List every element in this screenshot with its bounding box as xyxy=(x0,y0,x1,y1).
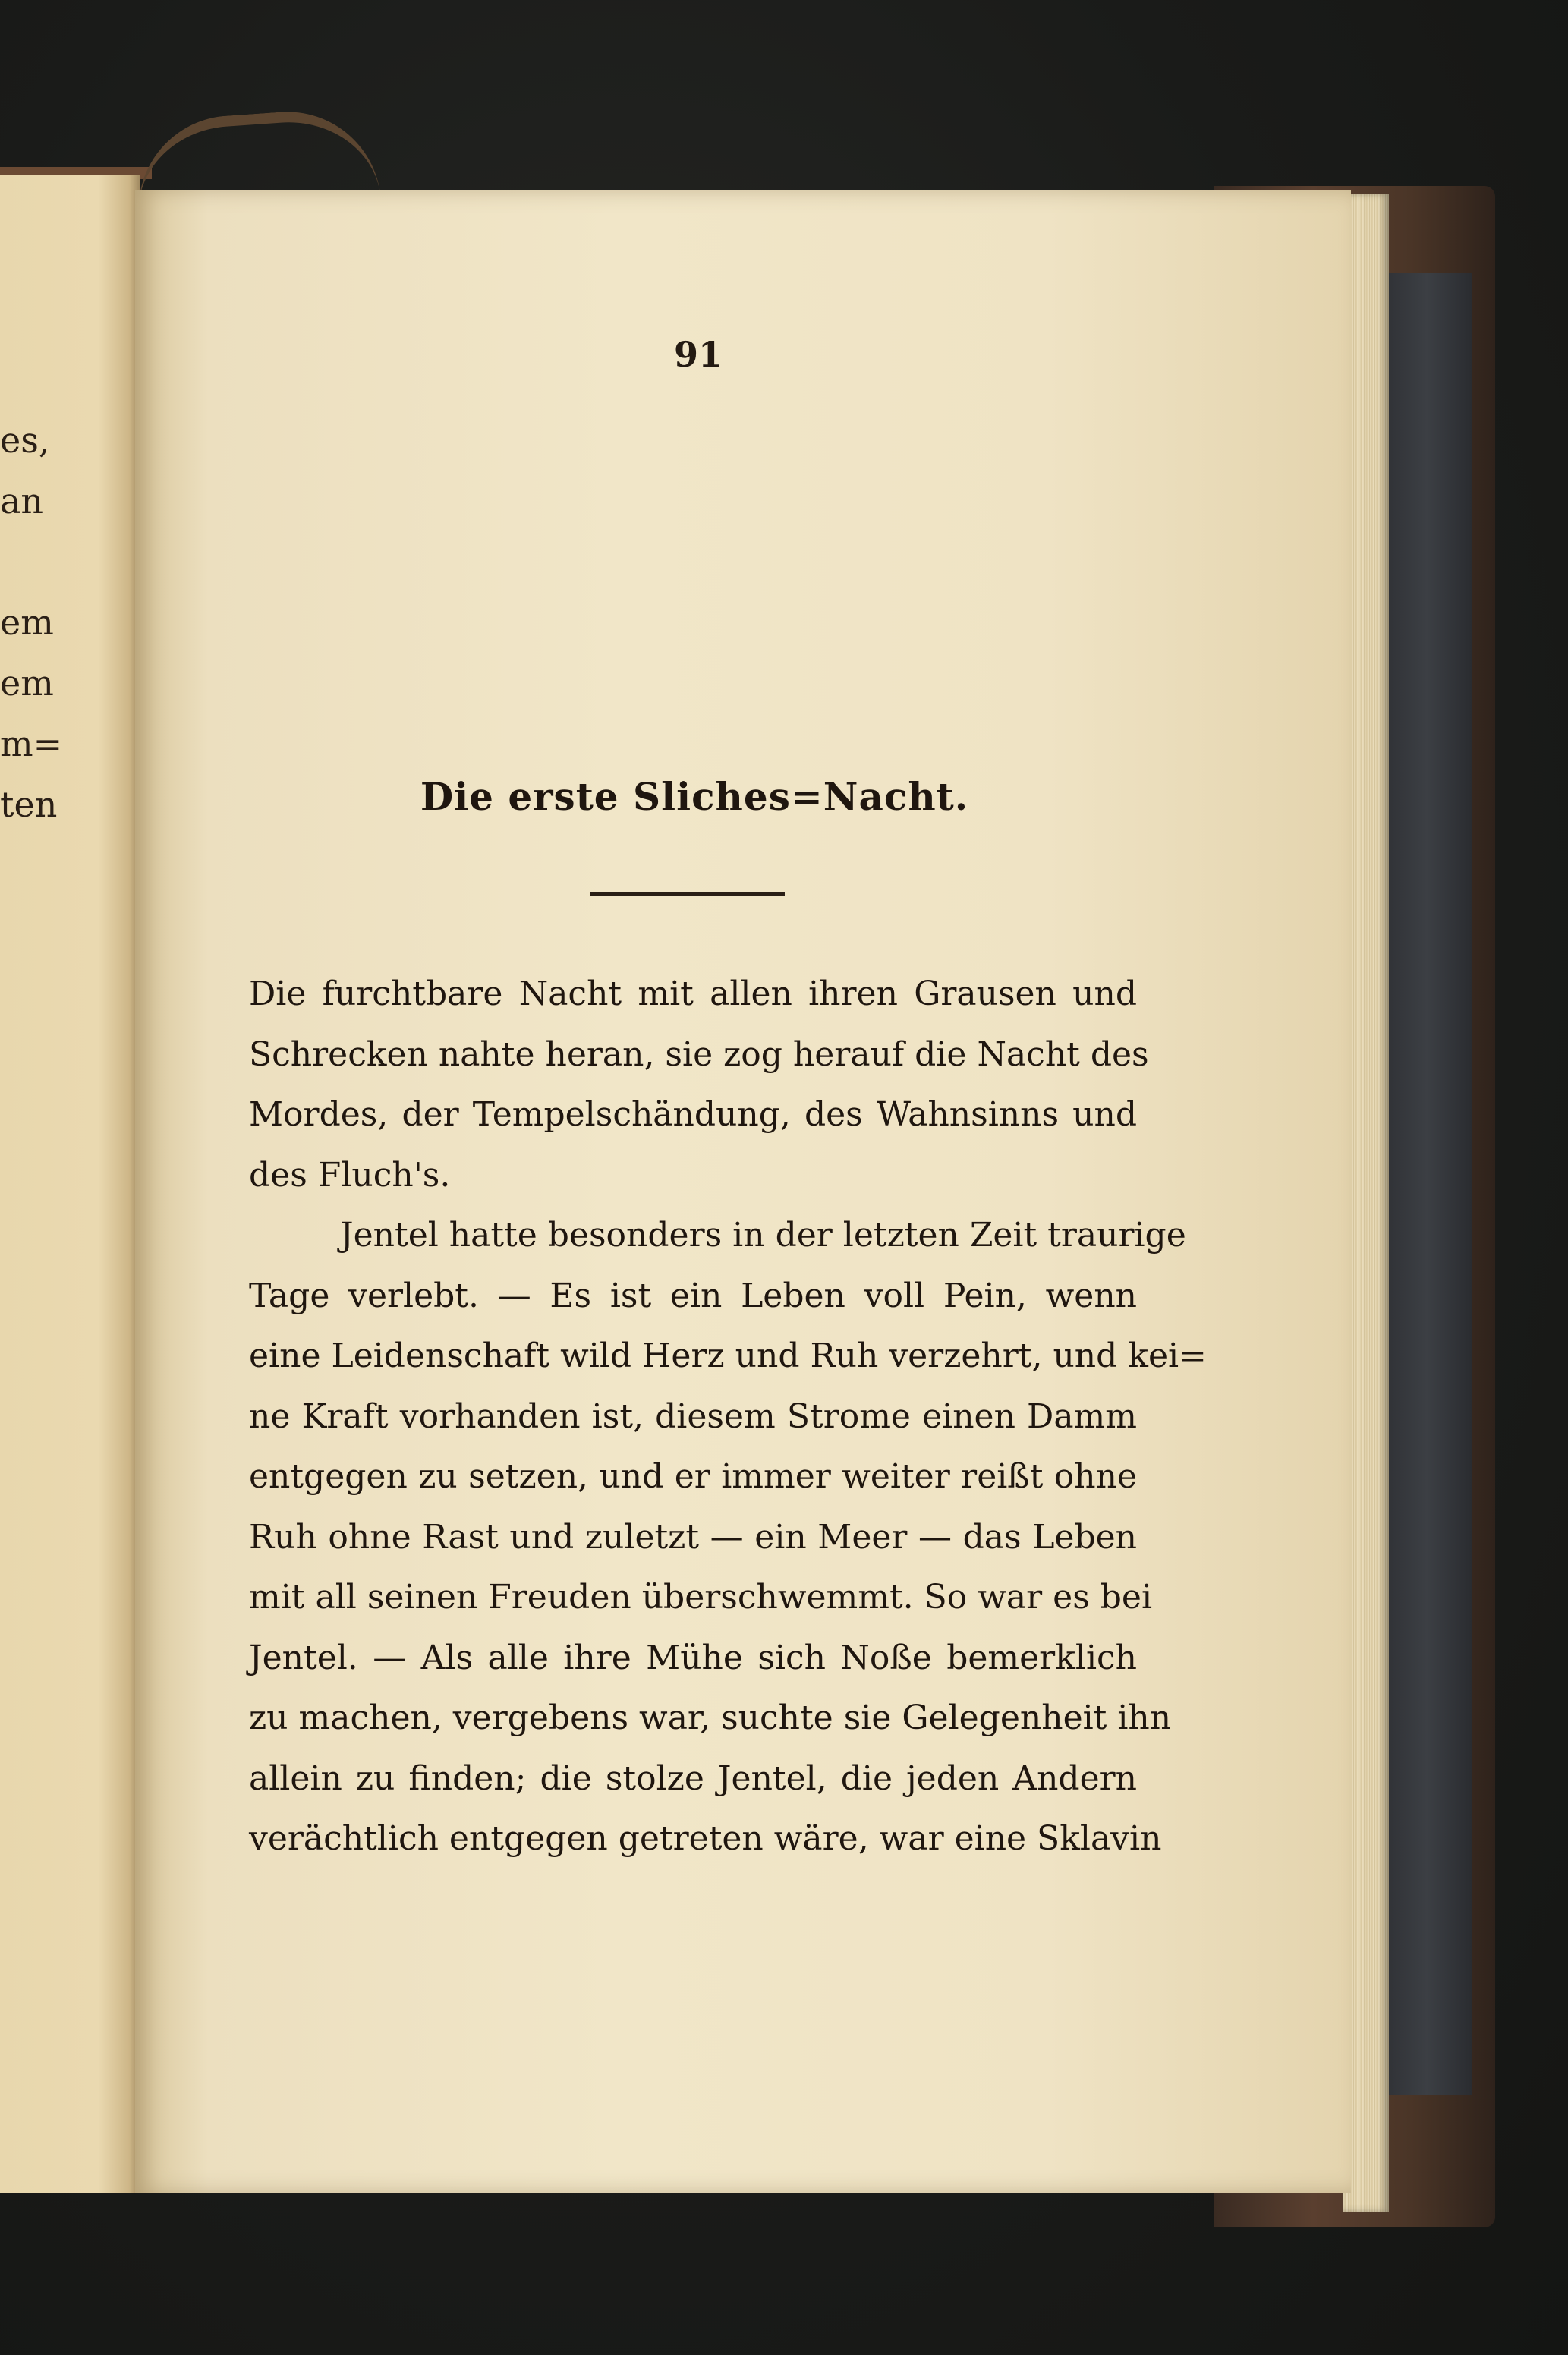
body-text xyxy=(249,964,1207,1869)
left-fragment: em xyxy=(0,602,54,643)
text-line: mit all seinen Freuden überschwemmt. So war es bei xyxy=(249,1578,1153,1617)
text-line: Ruh ohne Rast und zuletzt — ein Meer — das Leben xyxy=(249,1517,1137,1557)
text-line: Die furchtbare Nacht mit allen ihren Grausen und xyxy=(249,974,1137,1013)
text-line: allein zu finden; die stolze Jentel, die jeden Andern xyxy=(249,1758,1137,1798)
text-line: entgegen zu setzen, und er immer weiter reißt ohne xyxy=(249,1457,1137,1496)
text-line: ne Kraft vorhanden ist, diesem Strome einen Damm xyxy=(249,1396,1137,1436)
text-line: zu machen, vergebens war, suchte sie Gelegenheit ihn xyxy=(249,1699,1172,1737)
text-line: eine Leidenschaft wild Herz und Ruh verzehrt, und kei= xyxy=(249,1336,1207,1375)
text-line: Jentel. — Als alle ihre Mühe sich Noße bemerklich xyxy=(249,1638,1137,1677)
text-line: des Fluch's. xyxy=(249,1155,451,1195)
text-line: Tage verlebt. — Es ist ein Leben voll Pein, wenn xyxy=(249,1276,1137,1315)
left-fragment: an xyxy=(0,480,44,521)
text-line: verächtlich entgegen getreten wäre, war eine Sklavin xyxy=(249,1819,1162,1858)
left-page-text-fragments xyxy=(0,410,62,835)
book-cover-board xyxy=(1381,273,1472,2095)
chapter-title: Die erste Sliches=Nacht. xyxy=(420,774,969,819)
text-line: Jentel hatte besonders in der letzten Zeit traurige xyxy=(340,1216,1186,1255)
page-number: 91 xyxy=(673,334,723,375)
left-fragment: es, xyxy=(0,420,50,461)
text-line: Mordes, der Tempelschändung, des Wahnsinns und xyxy=(249,1095,1137,1134)
left-fragment xyxy=(0,531,62,592)
title-rule xyxy=(590,892,785,896)
left-fragment: ten xyxy=(0,784,58,825)
left-fragment: m= xyxy=(0,723,63,764)
left-fragment: em xyxy=(0,663,54,704)
text-line: Schrecken nahte heran, sie zog herauf die Nacht des xyxy=(249,1034,1149,1074)
